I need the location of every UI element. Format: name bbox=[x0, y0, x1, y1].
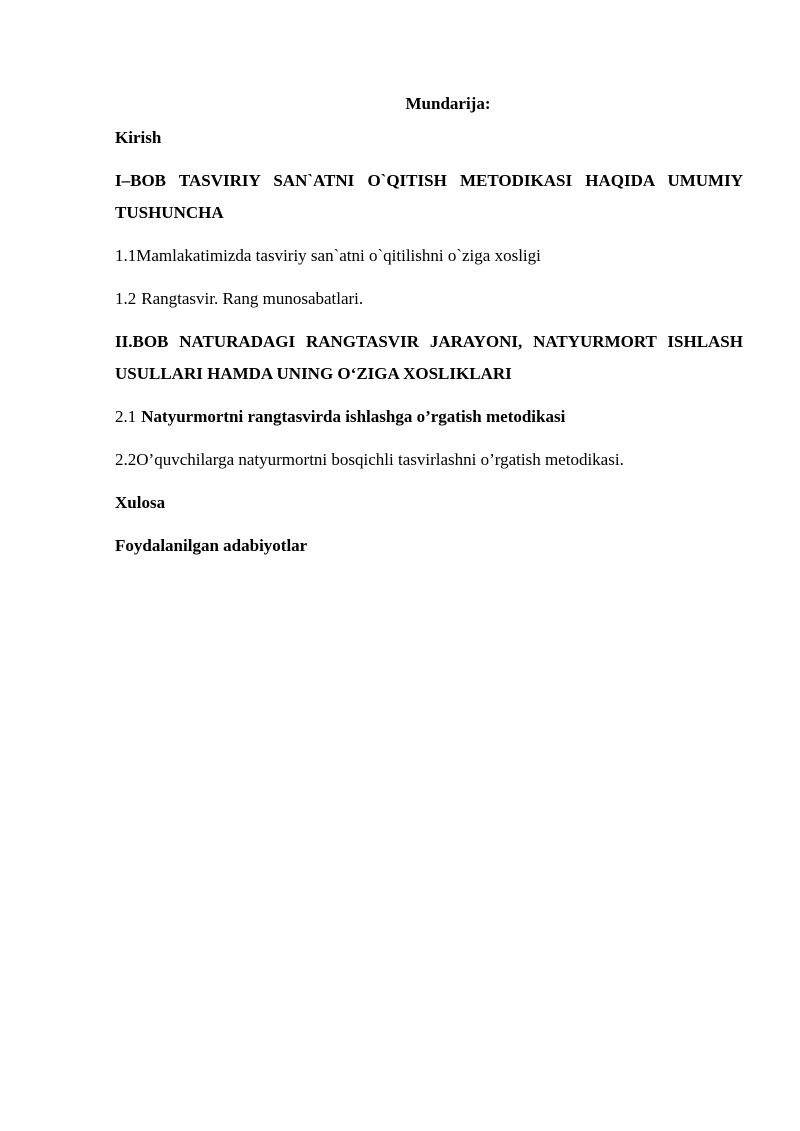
section-number: 1.1 bbox=[115, 246, 137, 265]
section-number: 2.1 bbox=[115, 407, 137, 426]
toc-section-2-2 bbox=[115, 444, 743, 476]
toc-chapter-1-title: I–BOB TASVIRIY SAN`ATNI O`QITISH METODIKASI HAQIDA UMUMIY TUSHUNCHA bbox=[115, 171, 743, 222]
toc-title: Mundarija: bbox=[405, 94, 491, 113]
toc-entry-intro: Kirish bbox=[115, 128, 162, 147]
section-number: 2.2 bbox=[115, 450, 137, 469]
toc-section-1-1 bbox=[115, 240, 743, 272]
toc-entry-references: Foydalanilgan adabiyotlar bbox=[115, 536, 308, 555]
toc-section-1-2 bbox=[115, 283, 743, 315]
section-text: O’quvchilarga natyurmortni bosqichli tasvirlashni o’rgatish metodikasi. bbox=[136, 450, 624, 469]
toc-section-2-1 bbox=[115, 401, 743, 433]
table-of-contents bbox=[115, 92, 743, 573]
section-number: 1.2 bbox=[115, 289, 137, 308]
section-text: Mamlakatimizda tasviriy san`atni o`qitilishni o`ziga xosligi bbox=[136, 246, 541, 265]
section-text: Rangtasvir. Rang munosabatlari. bbox=[141, 289, 364, 308]
toc-chapter-2-title: II.BOB NATURADAGI RANGTASVIR JARAYONI, NATYURMORT ISHLASH USULLARI HAMDA UNING O‘ZIGA XOSLIKLARI bbox=[115, 332, 743, 383]
toc-entry-conclusion: Xulosa bbox=[115, 493, 166, 512]
section-text: Natyurmortni rangtasvirda ishlashga o’rgatish metodikasi bbox=[141, 407, 566, 426]
